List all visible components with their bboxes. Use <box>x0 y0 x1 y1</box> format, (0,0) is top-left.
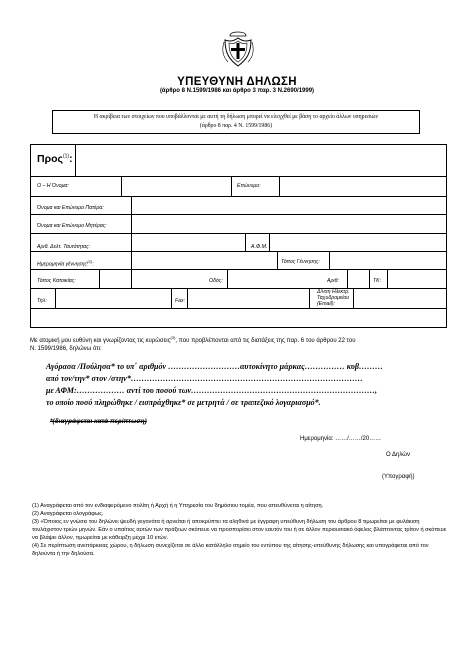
street-label: Οδός: <box>209 278 223 284</box>
footnotes <box>32 502 448 558</box>
residence-label: Τόπος Κατοικίας: <box>37 278 76 284</box>
declaration-line-1: Αγόρασα /Πούλησα* το υπ΄ αριθμόν ………………………αυτοκίνητο μάρκας…………… κυβ……… <box>46 362 383 371</box>
declaration-intro: Με ατομική μου ευθύνη και γνωρίζοντας τις κυρώσεις$^{(3)}$, που προβλέπονται από τις διατάξεις της παρ. 6 του άρθρου 22 του Ν. 1599/1986, δηλώνω ότι: <box>30 335 356 353</box>
id-number-label: Αριθ. Δελτ. Ταυτότητας: <box>37 244 91 250</box>
declarant-label: Ο Δηλών <box>386 452 410 458</box>
accuracy-notice <box>52 110 420 134</box>
footnote-2: (2) Αναγράφεται ολογράφως. <box>32 511 104 517</box>
document-title: ΥΠΕΥΘΥΝΗ ΔΗΛΩΣΗ <box>177 76 297 88</box>
delete-as-appropriate-note: *(διαγράφεται κατά περίπτωση) <box>50 418 147 425</box>
coat-of-arms-icon <box>222 30 254 68</box>
notice-line-2: (άρθρο 8 παρ. 4 Ν. 1599/1986) <box>199 123 273 129</box>
notice-line-1: Η ακρίβεια των στοιχείων που υποβάλλονται με αυτή τη δήλωση μπορεί να ελεγχθεί με βάση το αρχείο άλλων υπηρεσιών <box>93 114 379 120</box>
birthplace-label: Τόπος Γέννησης: <box>281 259 320 265</box>
father-name-label: Όνομα και Επώνυμο Πατέρα: <box>37 205 104 211</box>
declarant-details-form <box>30 144 447 328</box>
birthdate-label: Ημερομηνία γέννησης$^{(2)}$: <box>37 259 94 268</box>
footnote-4: (4) Σε περίπτωση ανεπάρκειας χώρου, η δήλωση συνεχίζεται σε άλλο κατάλληλο σημείο του εντύπου της αίτησης-υπεύθυνης δήλωσης και υπογράφεται από τον δηλούντα ή την δηλούσα. <box>32 543 429 557</box>
email-label: Δ/νση Ηλεκτρ. Ταχυδρομείου (Email): <box>317 289 350 307</box>
signature-date: Ημερομηνία: ……/……/20…… <box>300 436 382 442</box>
footnote-1: (1) Αναγράφεται από τον ενδιαφερόμενο πολίτη ή Αρχή ή η Υπηρεσία του δημόσιου τομέα, που απευθύνεται η αίτηση. <box>32 503 324 509</box>
footnote-3: (3) «Όποιος εν γνώσει του δηλώνει ψευδή γεγονότα ή αρνείται ή αποκρύπτει τα αληθινά με έγγραφη υπεύθυνη δήλωση του άρθρου 8 τιμωρείται με φυλάκιση τουλάχιστον τριών μηνών. Εάν ο υπαίτιος αυτών των πράξεων σκόπευε να προσπορίσει στον εαυτόν του ή σε άλλον περιουσιακό όφελος βλάπτοντας τρίτον ή σκόπευε να βλάψει άλλον, τιμωρείται με κάθειρξη μέχρι 10 ετών. <box>32 519 447 541</box>
document-subtitle: (άρθρο 8 Ν.1599/1986 και άρθρο 3 παρ. 3 Ν.2690/1999) <box>159 88 315 94</box>
name-label: Ο – Η Όνομα: <box>37 183 69 189</box>
street-number-label: Αριθ: <box>327 278 339 284</box>
phone-label: Τηλ: <box>37 298 47 304</box>
postal-code-label: ΤΚ: <box>373 278 382 284</box>
surname-label: Επώνυμο: <box>237 183 261 189</box>
afm-label: Α.Φ.Μ. <box>251 244 268 250</box>
declaration-line-4: το οποίο ποσό πληρώθηκε / εισπράχθηκε* σε μετρητά / σε τραπεζικό λογαριασμό*. <box>46 398 321 407</box>
signature-label: (Υπογραφή) <box>382 474 415 480</box>
declaration-line-2: από τον/την* στον /στην*…………………………………………………………………………… <box>46 374 363 383</box>
recipient-label: Προς$^{(1)}$: <box>37 153 73 165</box>
declaration-line-3: με ΑΦΜ:……………… αντί του ποσού των……………………………………………………………, <box>46 386 378 395</box>
mother-name-label: Όνομα και Επώνυμο Μητέρας: <box>37 223 107 229</box>
fax-label: Fax: <box>175 298 186 304</box>
